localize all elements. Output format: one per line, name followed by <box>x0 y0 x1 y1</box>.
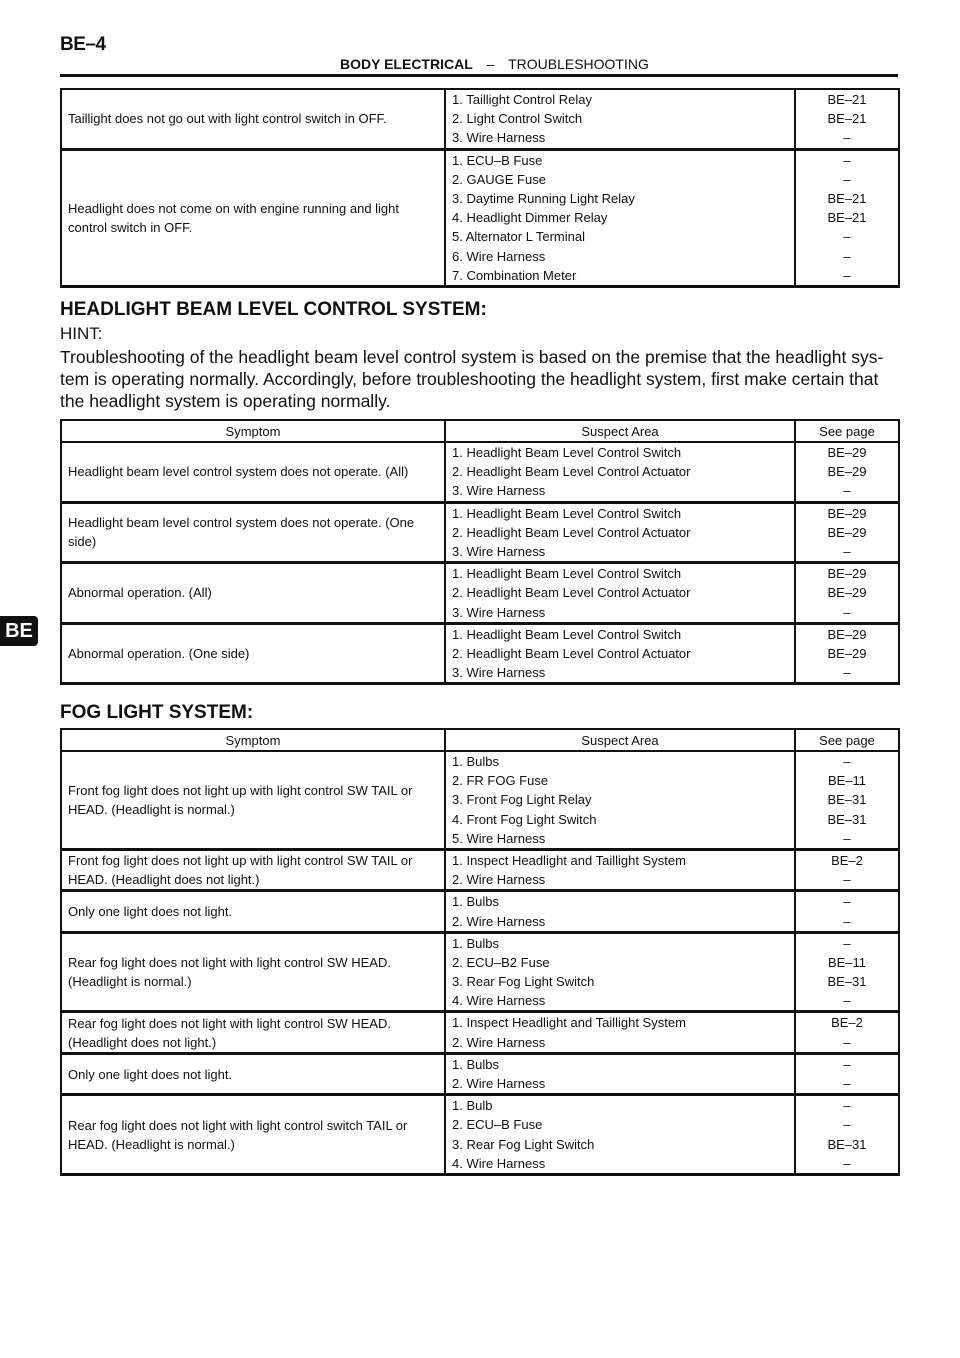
suspect-area-cell <box>445 891 795 932</box>
see-page-ref: BE–11 <box>827 773 867 789</box>
suspect-area-item: 2. Wire Harness <box>452 1076 546 1091</box>
suspect-area-item: 4. Wire Harness <box>452 993 546 1009</box>
suspect-area-item: 2. FR FOG Fuse <box>452 773 549 789</box>
see-page-ref: BE–31 <box>827 811 867 827</box>
see-page-ref: – <box>843 754 851 769</box>
suspect-area-cell <box>445 502 795 563</box>
header-symptom: Symptom <box>61 420 445 442</box>
see-page-cell <box>795 1012 899 1053</box>
suspect-area-item: 1. Bulb <box>452 1098 493 1114</box>
see-page-ref: – <box>843 872 851 888</box>
see-page-ref: – <box>843 1155 851 1171</box>
symptom-cell: Only one light does not light. <box>61 1053 445 1094</box>
suspect-area-cell <box>445 1095 795 1175</box>
suspect-area-item: 4. Front Fog Light Switch <box>452 811 597 827</box>
table-row <box>61 891 899 932</box>
see-page-ref: – <box>843 130 851 146</box>
see-page-cell <box>795 751 899 849</box>
see-page-ref: BE–29 <box>827 505 867 521</box>
hint-line: Troubleshooting of the headlight beam level control system is based on the premise that the headlight sys- <box>60 347 884 367</box>
see-page-ref: BE–29 <box>827 585 867 601</box>
see-page-ref: BE–31 <box>827 1136 867 1152</box>
see-page-cell <box>795 623 899 684</box>
see-page-ref: BE–29 <box>827 645 867 661</box>
table-row <box>61 849 899 890</box>
see-page-cell <box>795 563 899 624</box>
hint-line: the headlight system is operating normally. <box>60 391 391 411</box>
see-page-ref: – <box>843 229 851 245</box>
fog-section-title: FOG LIGHT SYSTEM: <box>60 702 254 723</box>
suspect-area-cell <box>445 563 795 624</box>
suspect-area-item: 2. Wire Harness <box>452 872 546 888</box>
see-page-ref: BE–21 <box>827 190 867 206</box>
hint-label: HINT: <box>60 324 103 343</box>
suspect-area-item: 1. Bulbs <box>452 935 499 951</box>
section-tab: BE <box>0 616 38 646</box>
header-suspect-area: Suspect Area <box>445 420 795 442</box>
table-row <box>61 149 899 286</box>
suspect-area-item: 2. Headlight Beam Level Control Actuator <box>452 645 691 661</box>
symptom-cell: Headlight beam level control system does not operate. (All) <box>61 442 445 502</box>
suspect-area-item: 1. Bulbs <box>452 754 499 769</box>
table-row <box>61 1095 899 1175</box>
troubleshooting-table-beam-level <box>60 419 900 685</box>
header-section: BODY ELECTRICAL <box>340 56 473 72</box>
suspect-area-item: 5. Alternator L Terminal <box>452 229 585 245</box>
suspect-area-item: 3. Wire Harness <box>452 483 546 499</box>
suspect-area-item: 1. Headlight Beam Level Control Switch <box>452 566 682 582</box>
troubleshooting-table-headlight <box>60 88 900 288</box>
header-suspect-area: Suspect Area <box>445 729 795 751</box>
suspect-area-item: 1. Taillight Control Relay <box>452 92 592 107</box>
suspect-area-item: 2. Wire Harness <box>452 913 546 929</box>
header-see-page: See page <box>795 420 899 442</box>
header-topic: TROUBLESHOOTING <box>508 56 649 72</box>
suspect-area-item: 2. Wire Harness <box>452 1034 546 1050</box>
see-page-ref: BE–29 <box>827 566 867 582</box>
table-row <box>61 89 899 149</box>
see-page-ref: – <box>843 267 851 283</box>
suspect-area-cell <box>445 149 795 286</box>
symptom-cell: Rear fog light does not light with light control switch TAIL or HEAD. (Headlight is normal.) <box>61 1095 445 1175</box>
see-page-ref: – <box>843 993 851 1009</box>
see-page-ref: – <box>843 1056 851 1072</box>
see-page-cell <box>795 442 899 502</box>
see-page-ref: BE–2 <box>831 1015 863 1031</box>
see-page-ref: – <box>843 1098 851 1114</box>
suspect-area-item: 2. GAUGE Fuse <box>452 171 546 187</box>
see-page-ref: BE–21 <box>827 111 867 127</box>
see-page-ref: – <box>843 894 851 910</box>
see-page-ref: BE–29 <box>827 445 867 460</box>
see-page-ref: – <box>843 483 851 499</box>
suspect-area-cell <box>445 751 795 849</box>
suspect-area-item: 2. Headlight Beam Level Control Actuator <box>452 585 691 601</box>
see-page-cell <box>795 1053 899 1094</box>
suspect-area-item: 3. Wire Harness <box>452 543 546 559</box>
see-page-ref: – <box>843 1034 851 1050</box>
table-row <box>61 502 899 563</box>
suspect-area-item: 4. Wire Harness <box>452 1155 546 1171</box>
suspect-area-cell <box>445 1053 795 1094</box>
see-page-ref: BE–29 <box>827 524 867 540</box>
table-row <box>61 932 899 1012</box>
symptom-cell: Headlight does not come on with engine running and light control switch in OFF. <box>61 149 445 286</box>
suspect-area-item: 1. ECU–B Fuse <box>452 152 543 168</box>
symptom-cell: Rear fog light does not light with light control SW HEAD. (Headlight does not light.) <box>61 1012 445 1053</box>
see-page-ref: BE–2 <box>831 852 863 868</box>
suspect-area-item: 1. Bulbs <box>452 1056 499 1072</box>
suspect-area-item: 3. Wire Harness <box>452 604 546 620</box>
table-row <box>61 1012 899 1053</box>
see-page-ref: – <box>843 604 851 620</box>
suspect-area-cell <box>445 932 795 1012</box>
see-page-ref: – <box>843 1117 851 1133</box>
suspect-area-cell <box>445 623 795 684</box>
symptom-cell: Headlight beam level control system does not operate. (One side) <box>61 502 445 563</box>
see-page-cell <box>795 849 899 890</box>
symptom-cell: Abnormal operation. (All) <box>61 563 445 624</box>
suspect-area-item: 3. Wire Harness <box>452 130 546 146</box>
suspect-area-item: 3. Rear Fog Light Switch <box>452 1136 595 1152</box>
symptom-cell: Taillight does not go out with light control switch in OFF. <box>61 89 445 149</box>
table-row <box>61 442 899 502</box>
symptom-cell: Rear fog light does not light with light control SW HEAD. (Headlight is normal.) <box>61 932 445 1012</box>
hint-text <box>60 346 905 412</box>
see-page-ref: – <box>843 152 851 168</box>
suspect-area-item: 4. Headlight Dimmer Relay <box>452 210 608 226</box>
header-see-page: See page <box>795 729 899 751</box>
symptom-cell: Front fog light does not light up with light control SW TAIL or HEAD. (Headlight is normal.) <box>61 751 445 849</box>
header-symptom: Symptom <box>61 729 445 751</box>
suspect-area-item: 1. Headlight Beam Level Control Switch <box>452 626 682 642</box>
table-row <box>61 563 899 624</box>
see-page-ref: – <box>843 543 851 559</box>
see-page-cell <box>795 502 899 563</box>
suspect-area-item: 3. Daytime Running Light Relay <box>452 190 635 206</box>
suspect-area-item: 1. Headlight Beam Level Control Switch <box>452 505 682 521</box>
see-page-ref: BE–31 <box>827 974 867 990</box>
table-row <box>61 623 899 684</box>
see-page-ref: BE–29 <box>827 626 867 642</box>
suspect-area-cell <box>445 849 795 890</box>
see-page-ref: – <box>843 830 851 846</box>
suspect-area-item: 1. Headlight Beam Level Control Switch <box>452 445 682 460</box>
see-page-ref: BE–11 <box>827 954 867 970</box>
see-page-ref: – <box>843 171 851 187</box>
see-page-ref: – <box>843 248 851 264</box>
suspect-area-item: 1. Bulbs <box>452 894 499 910</box>
suspect-area-item: 2. Headlight Beam Level Control Actuator <box>452 524 691 540</box>
suspect-area-item: 7. Combination Meter <box>452 267 577 283</box>
see-page-ref: BE–29 <box>827 464 867 480</box>
table-row <box>61 1053 899 1094</box>
see-page-cell <box>795 149 899 286</box>
suspect-area-item: 2. Headlight Beam Level Control Actuator <box>452 464 691 480</box>
see-page-cell <box>795 1095 899 1175</box>
header-separator: – <box>486 56 495 72</box>
suspect-area-item: 3. Rear Fog Light Switch <box>452 974 595 990</box>
suspect-area-cell <box>445 89 795 149</box>
suspect-area-cell <box>445 442 795 502</box>
suspect-area-item: 6. Wire Harness <box>452 248 546 264</box>
suspect-area-item: 5. Wire Harness <box>452 830 546 846</box>
symptom-cell: Only one light does not light. <box>61 891 445 932</box>
see-page-ref: BE–21 <box>827 210 867 226</box>
symptom-cell: Front fog light does not light up with light control SW TAIL or HEAD. (Headlight does not light.) <box>61 849 445 890</box>
beam-section-title: HEADLIGHT BEAM LEVEL CONTROL SYSTEM: <box>60 299 487 320</box>
suspect-area-item: 2. Light Control Switch <box>452 111 583 127</box>
suspect-area-item: 3. Front Fog Light Relay <box>452 792 592 808</box>
troubleshooting-table-fog-light <box>60 728 900 1176</box>
see-page-ref: – <box>843 1076 851 1091</box>
see-page-cell <box>795 89 899 149</box>
suspect-area-item: 2. ECU–B Fuse <box>452 1117 543 1133</box>
hint-line: tem is operating normally. Accordingly, before troubleshooting the headlight system, first make certain that <box>60 369 879 389</box>
page-number: BE–4 <box>60 34 106 55</box>
table-row <box>61 751 899 849</box>
see-page-ref: BE–31 <box>827 792 867 808</box>
see-page-cell <box>795 932 899 1012</box>
page-header <box>60 55 898 77</box>
suspect-area-item: 1. Inspect Headlight and Taillight System <box>452 1015 686 1031</box>
see-page-cell <box>795 891 899 932</box>
see-page-ref: – <box>843 913 851 929</box>
suspect-area-item: 2. ECU–B2 Fuse <box>452 954 550 970</box>
see-page-ref: BE–21 <box>827 92 867 107</box>
suspect-area-item: 3. Wire Harness <box>452 665 546 681</box>
symptom-cell: Abnormal operation. (One side) <box>61 623 445 684</box>
see-page-ref: – <box>843 665 851 681</box>
see-page-ref: – <box>843 935 851 951</box>
suspect-area-cell <box>445 1012 795 1053</box>
suspect-area-item: 1. Inspect Headlight and Taillight System <box>452 852 686 868</box>
